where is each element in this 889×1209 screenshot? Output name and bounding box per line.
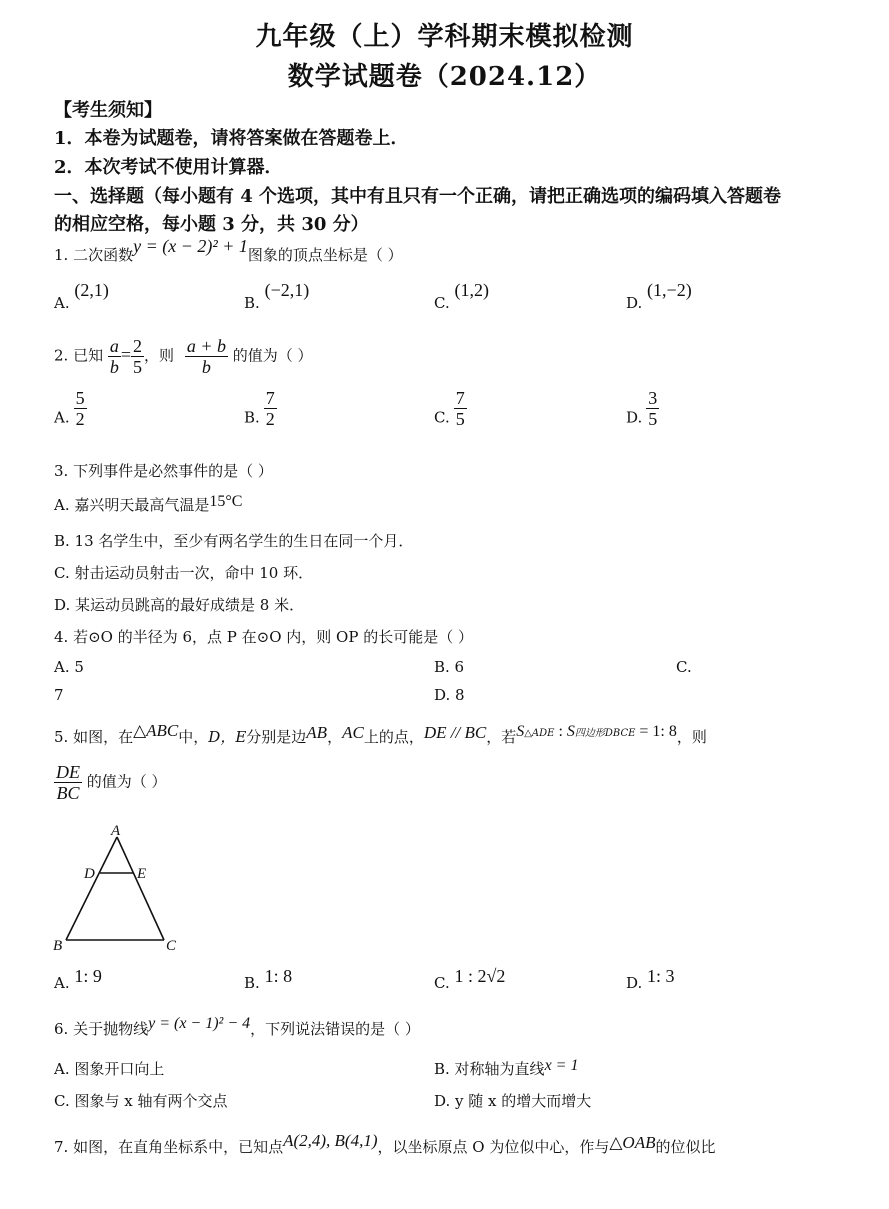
option-value: (1,−2): [647, 280, 692, 300]
side-ab: [66, 837, 117, 940]
q1-suffix: 图象的顶点坐标是（ ）: [247, 246, 403, 264]
label-d: D: [84, 866, 95, 882]
q1-option-d[interactable]: [626, 280, 692, 313]
q2-given-value: $\frac{2}{5}$: [133, 336, 143, 377]
q2-option-b[interactable]: B. $\frac{7}{2}$: [244, 388, 275, 429]
option-label: C.: [434, 294, 450, 312]
notice-heading: 【考生须知】: [54, 100, 162, 121]
section-heading-line-1: 一、选择题（每小题有 4 个选项，其中有且只有一个正确，请把正确选项的编码填入答题卷: [54, 186, 782, 207]
label-e: E: [137, 866, 147, 882]
question-7: 7. 如图，在直角坐标系中，已知点A(2,4), B(4,1)，以坐标原点 O 为位似中心，作与△OAB的位似比: [54, 1131, 716, 1156]
option-fraction: $\frac{7}{2}$: [265, 388, 275, 429]
option-value: (1,2): [454, 280, 489, 300]
q5-option-b[interactable]: B. 1: 8: [244, 966, 293, 992]
q2-mid: ，则: [144, 346, 175, 365]
q6-option-d[interactable]: D. y 随 x 的增大而增大: [434, 1092, 592, 1110]
q2-suffix: 的值为（ ）: [232, 346, 313, 365]
question-3: 3. 下列事件是必然事件的是（ ）: [54, 462, 273, 480]
notice-item-1: 1．本卷为试题卷，请将答案做在答题卷上．: [54, 128, 409, 149]
q6-option-b[interactable]: B. 对称轴为直线x = 1: [434, 1057, 579, 1078]
q5-fraction: $\frac{DE}{BC}$: [56, 762, 80, 803]
option-fraction: $\frac{3}{5}$: [648, 388, 658, 429]
q3-option-c[interactable]: C. 射击运动员射击一次，命中 10 环．: [54, 564, 314, 582]
option-fraction: $\frac{7}{5}$: [455, 388, 465, 429]
question-4: 4. 若⊙O 的半径为 6，点 P 在⊙O 内，则 OP 的长可能是（ ）: [54, 628, 473, 646]
option-label: D.: [626, 294, 643, 312]
q3-option-b[interactable]: B. 13 名学生中，至少有两名学生的生日在同一个月．: [54, 532, 414, 550]
q6-option-a[interactable]: A. 图象开口向上: [54, 1060, 165, 1078]
q5-ask: $\frac{DE}{BC}$ 的值为（ ）: [56, 762, 167, 803]
q1-option-c[interactable]: [434, 280, 489, 313]
side-ac: [117, 837, 164, 940]
question-5: 5. 如图，在△ABC中，D，E分别是边AB，AC上的点，DE // BC，若S△ADE : S四边形DBCE = 1: 8，则: [54, 721, 707, 746]
q2-option-d[interactable]: D. $\frac{3}{5}$: [626, 388, 658, 429]
q2-prefix: 2. 已知: [54, 346, 104, 365]
notice-item-2: 2．本次考试不使用计算器．: [54, 157, 283, 178]
q1-option-b[interactable]: [244, 280, 310, 313]
area-ratio: S△ADE : S四边形DBCE = 1: 8: [516, 723, 677, 740]
q4-option-d[interactable]: D. 8: [434, 686, 465, 704]
option-label: A.: [54, 294, 70, 312]
q5-option-d[interactable]: D. 1: 3: [626, 966, 675, 992]
q1-formula: y = (x − 2)² + 1: [133, 236, 248, 256]
option-value: (2,1): [74, 280, 109, 300]
q2-option-a[interactable]: A. $\frac{5}{2}$: [54, 388, 85, 429]
question-1: [54, 236, 403, 265]
q3-option-a[interactable]: A. 嘉兴明天最高气温是15°C: [54, 493, 243, 514]
q2-option-c[interactable]: C. $\frac{7}{5}$: [434, 388, 465, 429]
q1-prefix: 1. 二次函数: [54, 246, 134, 264]
q1-option-a[interactable]: [54, 280, 109, 313]
option-value: (−2,1): [264, 280, 310, 300]
q5-option-c[interactable]: C. 1 : 2√2: [434, 966, 506, 992]
section-heading-line-2: 的相应空格，每小题 3 分，共 30 分）: [54, 214, 369, 235]
q4-option-b[interactable]: B. 6: [434, 658, 465, 676]
q6-option-c[interactable]: C. 图象与 x 轴有两个交点: [54, 1092, 228, 1110]
q5-option-a[interactable]: A. 1: 9: [54, 966, 102, 992]
option-label: B.: [244, 294, 260, 312]
label-c: C: [166, 938, 177, 954]
q2-given-fraction: $\frac{a}{b}$: [109, 336, 119, 377]
option-fraction: $\frac{5}{2}$: [75, 388, 85, 429]
question-2: 2. 已知 $\frac{a}{b}$ = $\frac{2}{5}$ ，则 $\frac{a + b}{b}$ 的值为（ ）: [54, 336, 313, 377]
label-a: A: [111, 823, 121, 839]
q4-option-c-label[interactable]: C.: [676, 658, 692, 676]
title-line-1: 九年级（上）学科期末模拟检测: [255, 22, 634, 52]
question-6: 6. 关于抛物线y = (x − 1)² − 4，下列说法错误的是（ ）: [54, 1015, 420, 1038]
q3-option-d[interactable]: D. 某运动员跳高的最好成绩是 8 米．: [54, 596, 305, 614]
title-line-2: 数学试题卷（2024.12）: [287, 62, 602, 92]
triangle-figure: [50, 820, 190, 960]
label-b: B: [53, 938, 63, 954]
q4-option-a[interactable]: A. 5: [54, 658, 84, 676]
q2-ask-fraction: $\frac{a + b}{b}$: [186, 336, 226, 377]
q4-option-c-value[interactable]: 7: [54, 686, 64, 704]
